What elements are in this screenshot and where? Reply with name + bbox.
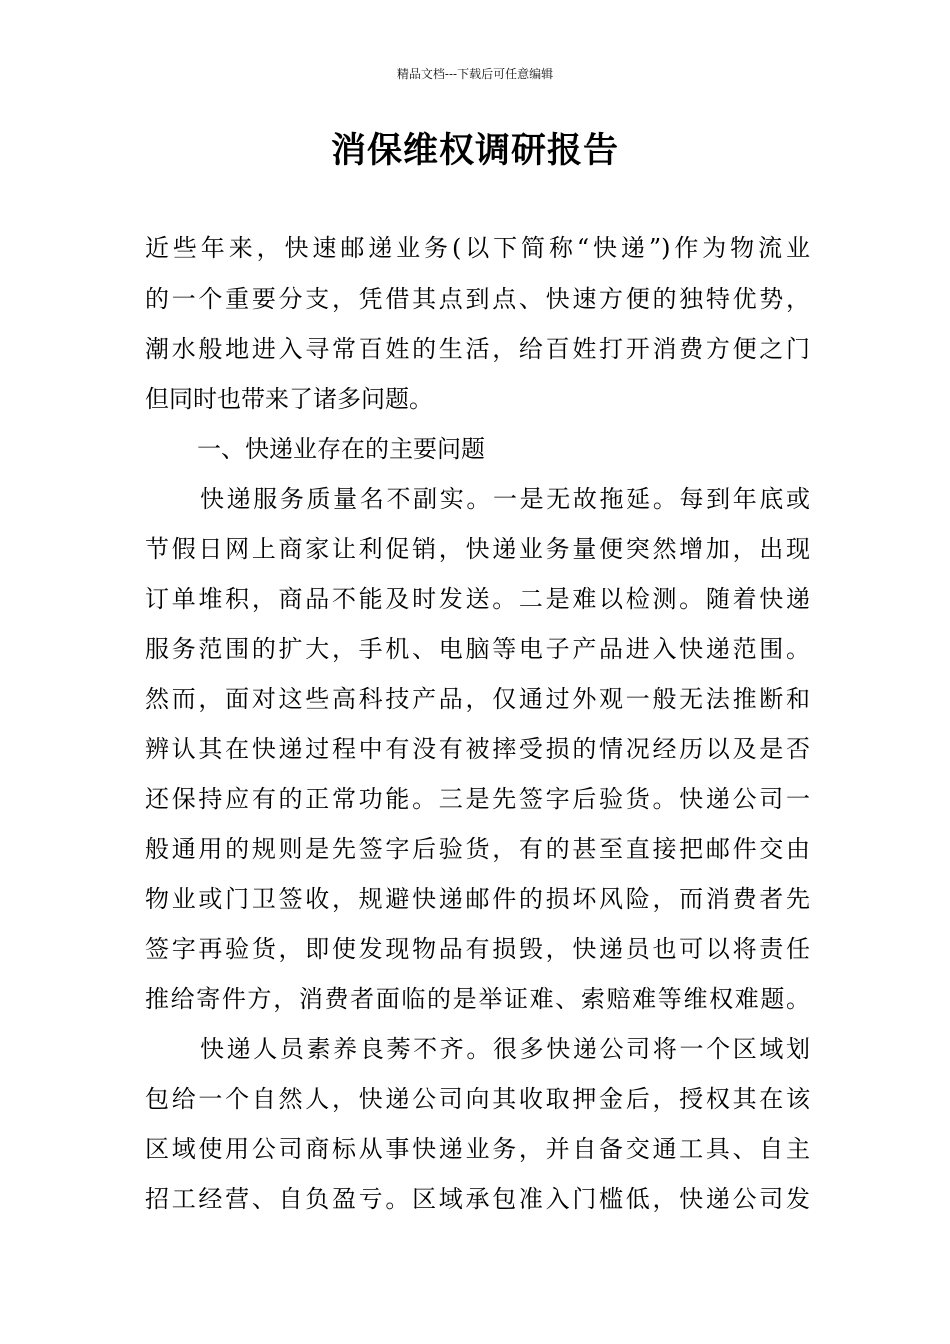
body-line: 快递人员素养良莠不齐。很多快递公司将一个区域划 xyxy=(200,1035,810,1063)
body-line: 推给寄件方，消费者面临的是举证难、索赔难等维权难题。 xyxy=(145,985,810,1013)
body-line: 般通用的规则是先签字后验货，有的甚至直接把邮件交由 xyxy=(145,835,810,863)
section-heading: 一、快递业存在的主要问题 xyxy=(197,435,485,463)
body-line: 订单堆积，商品不能及时发送。二是难以检测。随着快递 xyxy=(145,585,810,613)
body-line: 签字再验货，即使发现物品有损毁，快递员也可以将责任 xyxy=(145,935,810,963)
body-line: 但同时也带来了诸多问题。 xyxy=(145,385,433,413)
body-line: 包给一个自然人，快递公司向其收取押金后，授权其在该 xyxy=(145,1085,810,1113)
body-line: 辨认其在快递过程中有没有被摔受损的情况经历以及是否 xyxy=(145,735,810,763)
body-line: 近些年来，快速邮递业务(以下简称“快递”)作为物流业 xyxy=(145,234,810,262)
body-line: 区域使用公司商标从事快递业务，并自备交通工具、自主 xyxy=(145,1135,810,1163)
body-line: 潮水般地进入寻常百姓的生活，给百姓打开消费方便之门 xyxy=(145,335,810,363)
body-line: 节假日网上商家让利促销，快递业务量便突然增加，出现 xyxy=(145,535,810,563)
body-line: 还保持应有的正常功能。三是先签字后验货。快递公司一 xyxy=(145,785,810,813)
body-line: 招工经营、自负盈亏。区域承包准入门槛低，快递公司发 xyxy=(145,1185,810,1213)
body-line: 物业或门卫签收，规避快递邮件的损坏风险，而消费者先 xyxy=(145,885,810,913)
body-line: 服务范围的扩大，手机、电脑等电子产品进入快递范围。 xyxy=(145,635,810,663)
body-line: 的一个重要分支，凭借其点到点、快速方便的独特优势， xyxy=(145,285,810,313)
body-line: 然而，面对这些高科技产品，仅通过外观一般无法推断和 xyxy=(145,685,810,713)
body-line: 快递服务质量名不副实。一是无故拖延。每到年底或 xyxy=(200,485,810,513)
document-title: 消保维权调研报告 xyxy=(330,130,619,171)
header-note: 精品文档---下载后可任意编辑 xyxy=(396,67,554,81)
